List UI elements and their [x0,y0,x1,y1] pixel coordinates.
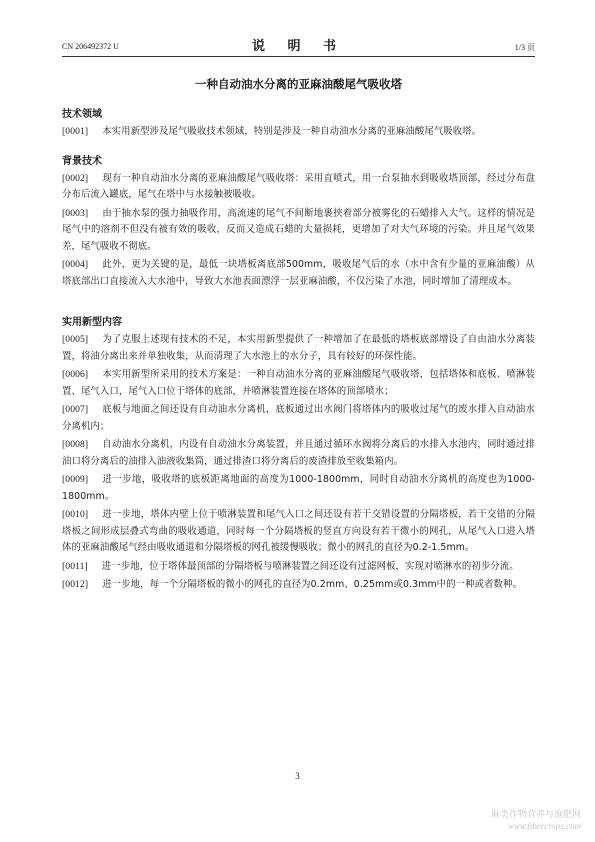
paragraph-text: 进一步地，塔体内壁上位于喷淋装置和尾气入口之间还设有若干交错设置的分隔塔板，若干交错的分隔塔板之间形成层叠式弯曲的吸收通道，同时每一个分隔塔板的竖直方向设有若干微小的网孔，从尾气入口进入塔体的亚麻油酸尾气经由吸收通道和分隔塔板的网孔被缓慢吸收；微小的网孔的直径为0.2-1.5mm。 [62,509,535,553]
paragraph-number: [0004] [62,259,89,270]
paragraph-0002 [62,171,535,204]
paragraph-number: [0001] [62,126,89,137]
paragraph-text: 此外，更为关键的是，最低一块塔板离底部500mm，吸收尾气后的水（水中含有少量的亚麻油酸）从塔底部出口直接流入大水池中，导致大水池表面漂浮一层亚麻油酸，不仅污染了水池，同时增加了清理成本。 [62,259,535,287]
document-title: 一种自动油水分离的亚麻油酸尾气吸收塔 [195,77,402,91]
paragraph-number: [0009] [62,474,89,485]
paragraph-number: [0007] [62,404,89,415]
page-header [62,34,535,57]
page-number: 3 [295,771,300,781]
paragraph-number: [0005] [62,334,89,345]
paragraph-text: 本实用新型所采用的技术方案是：一种自动油水分离的亚麻油酸尾气吸收塔，包括塔体和底板、喷淋装置、尾气入口，尾气入口位于塔体的底部，并喷淋装置连接在塔体的顶部喷水； [62,369,535,397]
paragraph-text: 自动油水分离机，内设有自动油水分离装置，并且通过循环水阀将分离后的水排入水池内，同时通过排油口将分离后的油排入油液收集筒，通过排渣口将分离后的废渣排放至收集箱内。 [62,439,535,467]
paragraph-number: [0002] [62,172,89,184]
paragraph-0009 [62,472,535,505]
patent-number: CN 206492372 U [62,42,119,51]
paragraph-text: 进一步地，吸收塔的底板距离地面的高度为1000-1800mm，同时自动油水分离机的高度也为1000-1800mm。 [62,474,535,502]
paragraph-0007 [62,402,535,435]
paragraph-text: 底板与地面之间还设有自动油水分离机，底板通过出水阀门将塔体内的吸收过尾气的废水排入自动油水分离机内； [62,404,535,432]
paragraph-0005 [62,332,535,365]
paragraph-0011 [62,559,535,576]
paragraph-number: [0006] [62,369,89,380]
document-body [62,108,535,594]
site-watermark [491,810,581,832]
paragraph-0008 [62,437,535,470]
paragraph-text: 为了克服上述现有技术的不足，本实用新型提供了一种增加了在最低的塔板底部增设了自由油水分离装置，将油分离出来并单独收集，从而清理了大水池上的水分子，具有较好的环保性能。 [62,334,535,362]
section-heading-field: 技术领域 [62,109,102,120]
paragraph-text: 本实用新型涉及尾气吸收技术领域，特别是涉及一种自动油水分离的亚麻油酸尾气吸收塔。 [102,126,482,137]
watermark-url: www.fibercrops.com [507,821,581,831]
paragraph-0006 [62,367,535,400]
paragraph-0012 [62,577,535,594]
paragraph-0010 [62,507,535,557]
watermark-site-name: 麻类作物营养与施肥网 [490,810,581,820]
paragraph-number: [0003] [62,207,89,219]
paragraph-0001 [62,124,535,141]
paragraph-text: 进一步地，位于塔体最顶部的分隔塔板与喷淋装置之间还设有过滤网板，实现对喷淋水的初步分流。 [101,560,519,572]
section-heading-background: 背景技术 [62,155,102,167]
paragraph-number: [0010] [62,509,89,520]
paragraph-0003 [62,206,535,256]
paragraph-number: [0011] [62,560,88,572]
paragraph-number: [0008] [62,439,89,450]
paragraph-text: 由于抽水泵的强力抽吸作用，高流速的尾气不间断地裹挟着部分被雾化的石蜡排入大气。这样的情况是尾气中的溶剂不但没有被有效的吸收，反而又造成石蜡的大量损耗，更增加了对大气环境的污染。并且尾气效果差，尾气吸收不彻底。 [62,207,535,252]
header-title: 说 明 书 [251,39,346,54]
paragraph-text: 进一步地，每一个分隔塔板的微小的网孔的直径为0.2mm、0.25mm或0.3mm中的一种或者数种。 [102,579,522,590]
page-of-total: 1/3 页 [514,43,535,52]
paragraph-text: 现有一种自动油水分离的亚麻油酸尾气吸收塔：采用直喷式，用一台泵抽水到吸收塔顶部，经过分布盘分布后流入罐底，尾气在塔中与水接触被吸收。 [62,172,535,200]
section-heading-summary: 实用新型内容 [62,317,122,328]
paragraph-0004 [62,257,535,290]
paragraph-number: [0012] [62,579,89,590]
